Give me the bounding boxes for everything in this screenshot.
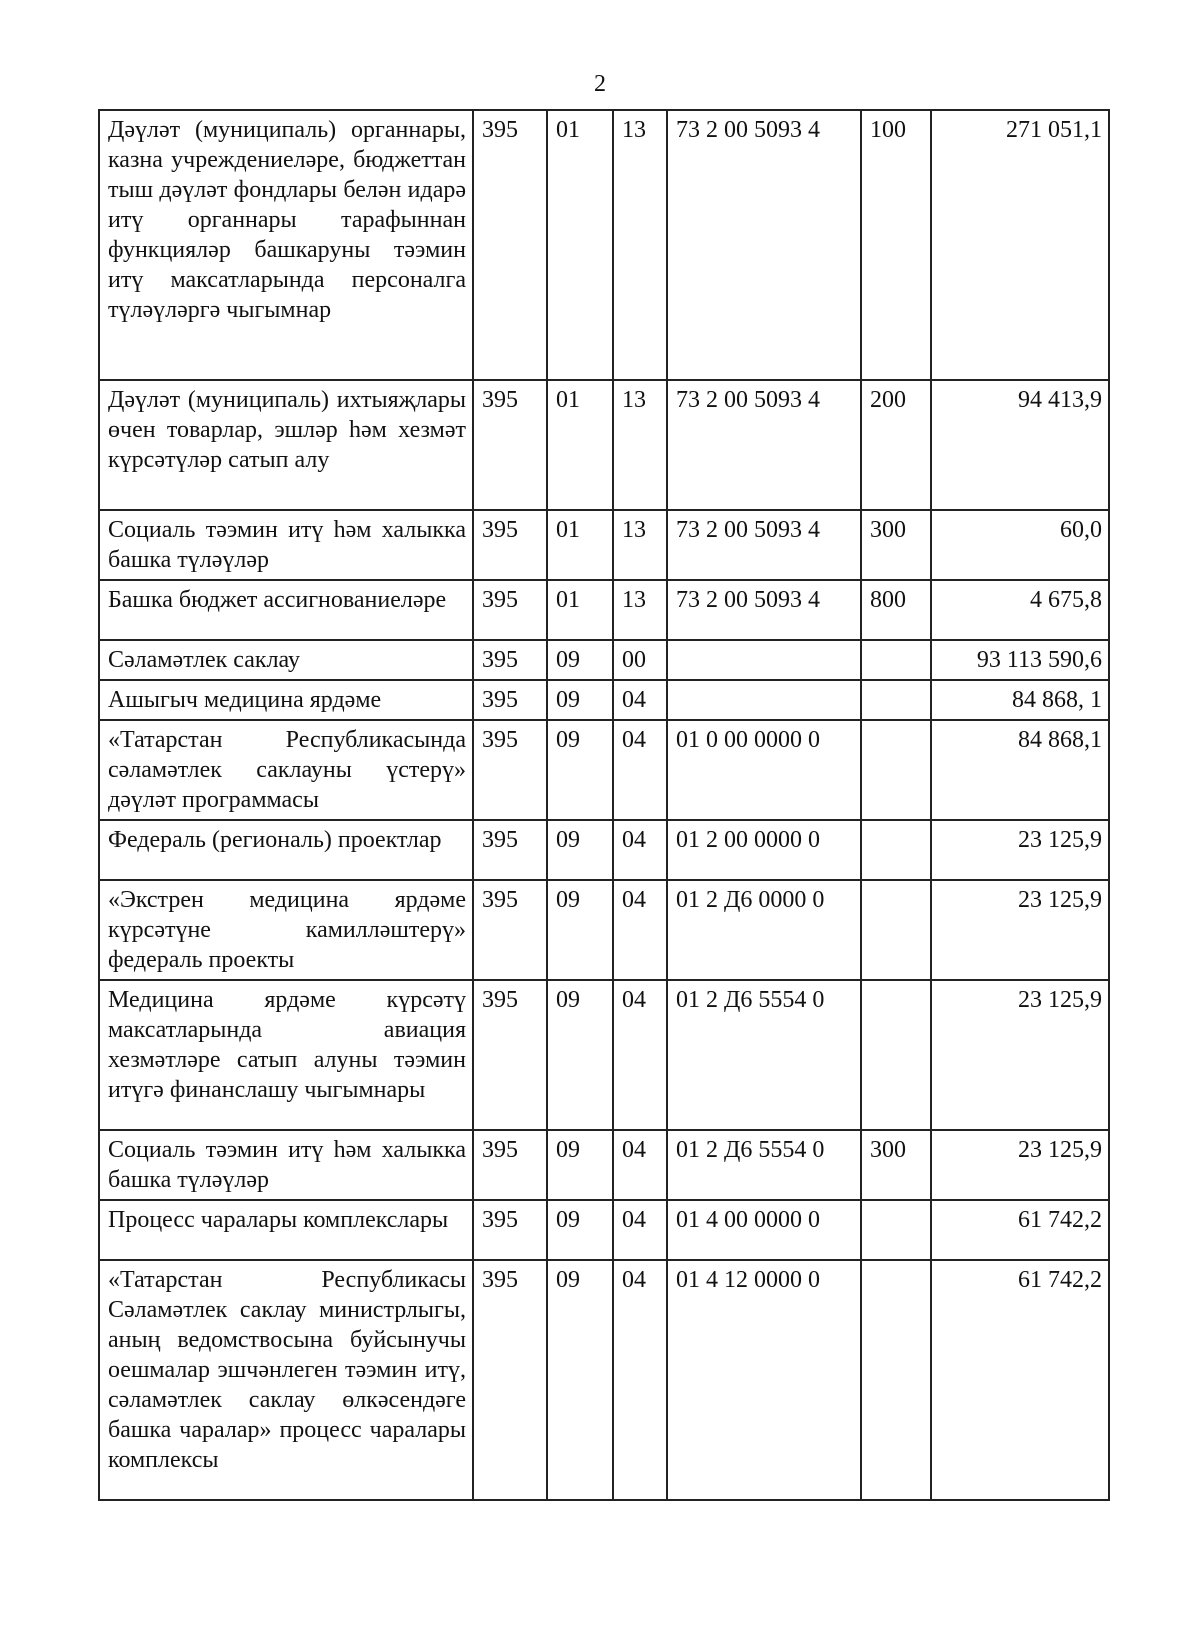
amount-cell: 94 413,9 xyxy=(931,380,1109,510)
expense-type-cell: 300 xyxy=(861,1130,931,1200)
section-code-cell: 09 xyxy=(547,1200,613,1260)
section-code-cell: 09 xyxy=(547,1130,613,1200)
ministry-code-cell: 395 xyxy=(473,980,547,1130)
amount-cell: 23 125,9 xyxy=(931,880,1109,980)
row-name-cell: «Татарстан Республикасы Сәламәтлек саклау министрлыгы, аның ведомствосына буйсынучы оешмалар эшчәнлеген тәэмин итү, сәламәтлек саклау өлкәсендәге башка чаралар» процесс чаралары комплексы xyxy=(99,1260,473,1500)
table-body xyxy=(99,110,1109,1500)
section-code-cell: 01 xyxy=(547,110,613,380)
row-name-cell: Социаль тәэмин итү һәм халыкка башка түләүләр xyxy=(99,1130,473,1200)
expense-type-cell xyxy=(861,980,931,1130)
table-row xyxy=(99,580,1109,640)
budget-table xyxy=(98,109,1110,1501)
ministry-code-cell: 395 xyxy=(473,510,547,580)
ministry-code-cell: 395 xyxy=(473,720,547,820)
page-number: 2 xyxy=(594,71,606,97)
target-article-cell: 73 2 00 5093 4 xyxy=(667,510,861,580)
ministry-code-cell: 395 xyxy=(473,640,547,680)
section-code-cell: 09 xyxy=(547,820,613,880)
subsection-code-cell: 13 xyxy=(613,580,667,640)
expense-type-cell xyxy=(861,720,931,820)
target-article-cell: 01 4 00 0000 0 xyxy=(667,1200,861,1260)
table-row xyxy=(99,880,1109,980)
target-article-cell: 01 2 Д6 5554 0 xyxy=(667,980,861,1130)
ministry-code-cell: 395 xyxy=(473,1130,547,1200)
section-code-cell: 09 xyxy=(547,720,613,820)
ministry-code-cell: 395 xyxy=(473,1260,547,1500)
table-row xyxy=(99,980,1109,1130)
amount-cell: 61 742,2 xyxy=(931,1260,1109,1500)
expense-type-cell xyxy=(861,820,931,880)
subsection-code-cell: 13 xyxy=(613,510,667,580)
subsection-code-cell: 04 xyxy=(613,680,667,720)
row-name-cell: Ашыгыч медицина ярдәме xyxy=(99,680,473,720)
section-code-cell: 01 xyxy=(547,380,613,510)
section-code-cell: 09 xyxy=(547,680,613,720)
row-name-cell: Медицина ярдәме күрсәтү максатларында авиация хезмәтләре сатып алуны тәэмин итүгә финанслашу чыгымнары xyxy=(99,980,473,1130)
ministry-code-cell: 395 xyxy=(473,580,547,640)
row-name-cell: Сәламәтлек саклау xyxy=(99,640,473,680)
expense-type-cell: 800 xyxy=(861,580,931,640)
table-row xyxy=(99,1260,1109,1500)
target-article-cell: 01 2 Д6 5554 0 xyxy=(667,1130,861,1200)
row-name-cell: «Татарстан Республикасында сәламәтлек саклауны үстерү» дәүләт программасы xyxy=(99,720,473,820)
target-article-cell xyxy=(667,680,861,720)
expense-type-cell xyxy=(861,680,931,720)
amount-cell: 271 051,1 xyxy=(931,110,1109,380)
table-row xyxy=(99,1130,1109,1200)
amount-cell: 4 675,8 xyxy=(931,580,1109,640)
amount-cell: 23 125,9 xyxy=(931,820,1109,880)
target-article-cell: 01 0 00 0000 0 xyxy=(667,720,861,820)
ministry-code-cell: 395 xyxy=(473,110,547,380)
ministry-code-cell: 395 xyxy=(473,880,547,980)
subsection-code-cell: 04 xyxy=(613,1260,667,1500)
subsection-code-cell: 04 xyxy=(613,720,667,820)
expense-type-cell xyxy=(861,880,931,980)
table-row xyxy=(99,640,1109,680)
subsection-code-cell: 04 xyxy=(613,1130,667,1200)
expense-type-cell xyxy=(861,640,931,680)
target-article-cell: 73 2 00 5093 4 xyxy=(667,580,861,640)
amount-cell: 23 125,9 xyxy=(931,1130,1109,1200)
target-article-cell: 73 2 00 5093 4 xyxy=(667,380,861,510)
row-name-cell: Федераль (региональ) проектлар xyxy=(99,820,473,880)
table-row xyxy=(99,680,1109,720)
section-code-cell: 01 xyxy=(547,510,613,580)
subsection-code-cell: 04 xyxy=(613,1200,667,1260)
expense-type-cell xyxy=(861,1260,931,1500)
table-row xyxy=(99,1200,1109,1260)
expense-type-cell: 100 xyxy=(861,110,931,380)
ministry-code-cell: 395 xyxy=(473,820,547,880)
section-code-cell: 09 xyxy=(547,880,613,980)
target-article-cell: 01 4 12 0000 0 xyxy=(667,1260,861,1500)
table-row xyxy=(99,820,1109,880)
subsection-code-cell: 13 xyxy=(613,110,667,380)
expense-type-cell xyxy=(861,1200,931,1260)
amount-cell: 60,0 xyxy=(931,510,1109,580)
row-name-cell: Башка бюджет ассигнованиеләре xyxy=(99,580,473,640)
expense-type-cell: 200 xyxy=(861,380,931,510)
target-article-cell: 01 2 00 0000 0 xyxy=(667,820,861,880)
section-code-cell: 09 xyxy=(547,640,613,680)
amount-cell: 93 113 590,6 xyxy=(931,640,1109,680)
row-name-cell: Дәүләт (муниципаль) ихтыяҗлары өчен товарлар, эшләр һәм хезмәт күрсәтүләр сатып алу xyxy=(99,380,473,510)
subsection-code-cell: 00 xyxy=(613,640,667,680)
target-article-cell: 73 2 00 5093 4 xyxy=(667,110,861,380)
table-row xyxy=(99,110,1109,380)
amount-cell: 84 868, 1 xyxy=(931,680,1109,720)
ministry-code-cell: 395 xyxy=(473,1200,547,1260)
target-article-cell: 01 2 Д6 0000 0 xyxy=(667,880,861,980)
amount-cell: 84 868,1 xyxy=(931,720,1109,820)
row-name-cell: Дәүләт (муниципаль) органнары, казна учреждениеләре, бюджеттан тыш дәүләт фондлары белән идарә итү органнары тарафыннан функцияләр башкаруны тәэмин итү максатларында персоналга түләүләргә чыгымнар xyxy=(99,110,473,380)
row-name-cell: Социаль тәэмин итү һәм халыкка башка түләүләр xyxy=(99,510,473,580)
target-article-cell xyxy=(667,640,861,680)
subsection-code-cell: 04 xyxy=(613,880,667,980)
table-row xyxy=(99,510,1109,580)
table-row xyxy=(99,720,1109,820)
amount-cell: 23 125,9 xyxy=(931,980,1109,1130)
amount-cell: 61 742,2 xyxy=(931,1200,1109,1260)
expense-type-cell: 300 xyxy=(861,510,931,580)
subsection-code-cell: 04 xyxy=(613,980,667,1130)
table-row xyxy=(99,380,1109,510)
ministry-code-cell: 395 xyxy=(473,380,547,510)
ministry-code-cell: 395 xyxy=(473,680,547,720)
subsection-code-cell: 04 xyxy=(613,820,667,880)
row-name-cell: «Экстрен медицина ярдәме күрсәтүне камилләштерү» федераль проекты xyxy=(99,880,473,980)
section-code-cell: 01 xyxy=(547,580,613,640)
subsection-code-cell: 13 xyxy=(613,380,667,510)
section-code-cell: 09 xyxy=(547,980,613,1130)
row-name-cell: Процесс чаралары комплекслары xyxy=(99,1200,473,1260)
section-code-cell: 09 xyxy=(547,1260,613,1500)
